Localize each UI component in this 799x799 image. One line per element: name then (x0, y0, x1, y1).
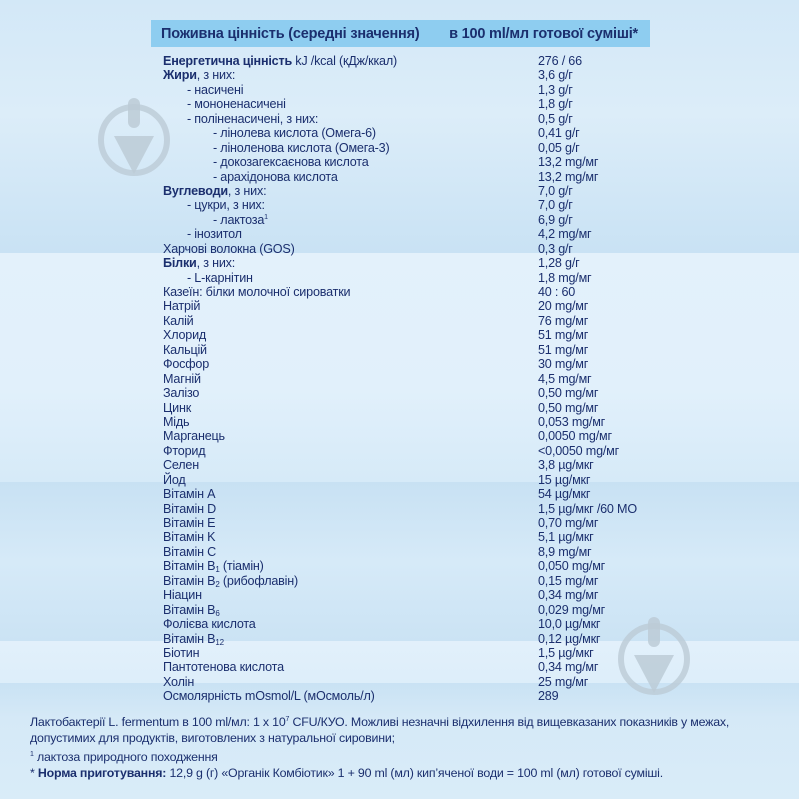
nutrient-label-text: Цинк (163, 400, 192, 415)
nutrient-value: 0,0050 mg/мг (538, 429, 612, 444)
nutrient-label (163, 458, 199, 472)
nutrient-label (163, 603, 220, 617)
nutrient-value: 3,6 g/г (538, 68, 573, 83)
nutrient-value: 7,0 g/г (538, 183, 573, 198)
nutrient-label-text: Вітамін C (163, 544, 217, 559)
nutrient-value: 4,2 mg/мг (538, 227, 592, 242)
footnote-prep-label: Норма приготування: (37, 765, 167, 780)
table-row (163, 372, 663, 386)
nutrient-label-text: - насичені (187, 82, 244, 97)
nutrient-label-text: Вітамін K (163, 530, 216, 545)
nutrient-label-text: Холін (163, 674, 195, 689)
header-per-serving: в 100 ml/мл готової суміші* (449, 25, 638, 42)
nutrient-value: 0,12 µg/мкг (538, 631, 601, 646)
nutrient-label (163, 401, 191, 415)
nutrient-label-text: Натрій (163, 299, 201, 314)
nutrient-label (163, 256, 235, 270)
nutrient-label-text: Залізо (163, 386, 200, 401)
nutrient-value: 10,0 µg/мкг (538, 617, 601, 632)
table-row (163, 97, 663, 111)
nutrient-value: 5,1 µg/мкг (538, 530, 594, 545)
nutrient-label (163, 487, 215, 501)
table-row (163, 632, 663, 646)
table-row (163, 357, 663, 371)
nutrient-label (163, 343, 207, 357)
nutrient-value: 0,029 mg/мг (538, 602, 606, 617)
nutrient-value: 13,2 mg/мг (538, 169, 599, 184)
nutrient-value: 1,28 g/г (538, 256, 580, 271)
nutrient-label (163, 545, 216, 559)
footnote-preparation (30, 766, 790, 782)
nutrient-value: 0,50 mg/мг (538, 386, 599, 401)
footnote-lactobacteria (30, 715, 790, 731)
nutrient-label-text: Пантотенова кислота (163, 660, 284, 675)
nutrient-label-text: Біотин (163, 645, 200, 660)
nutrient-label (163, 314, 194, 328)
table-row (163, 588, 663, 602)
header-title: Поживна цінність (середні значення) (161, 25, 420, 42)
nutrient-value: 0,70 mg/мг (538, 516, 599, 530)
nutrient-label (163, 198, 265, 212)
nutrient-label-text: Кальцій (163, 342, 207, 357)
table-row (163, 444, 663, 458)
nutrient-label-text: Вітамін A (163, 487, 216, 502)
nutrient-value: 1,3 g/г (538, 82, 573, 97)
nutrient-label-text: Ніацин (163, 588, 202, 603)
nutrient-label (163, 54, 397, 68)
nutrient-label (163, 386, 199, 400)
nutrient-label (163, 213, 268, 227)
nutrient-subscript: 1 (215, 565, 220, 575)
table-row (163, 170, 663, 184)
table-row (163, 646, 663, 660)
table-row (163, 256, 663, 270)
nutrient-label (163, 372, 201, 386)
table-row (163, 242, 663, 256)
nutrient-value: 1,5 µg/мкг (538, 645, 594, 660)
nutrient-subscript: 6 (215, 608, 220, 618)
footnote-star: * (30, 765, 38, 780)
table-row (163, 343, 663, 357)
nutrient-label (163, 660, 284, 674)
nutrient-label-text: Хлорид (163, 328, 207, 343)
footnote-mark: 1 (30, 751, 34, 758)
nutrient-value: 13,2 mg/мг (538, 155, 599, 170)
nutrient-label-text: Калій (163, 313, 194, 328)
table-row (163, 502, 663, 516)
nutrient-label-text: - докозагексаєнова кислота (213, 155, 369, 170)
nutrient-label (163, 689, 375, 703)
nutrient-value: 276 / 66 (538, 54, 582, 68)
nutrient-label (163, 155, 369, 169)
nutrient-label (163, 588, 202, 602)
nutrient-subscript: 12 (215, 637, 224, 647)
table-row (163, 458, 663, 472)
table-row (163, 198, 663, 212)
nutrient-value: 54 µg/мкг (538, 487, 591, 502)
nutrient-label-text: Казеїн: білки молочної сироватки (163, 285, 351, 299)
nutrient-label-text: - цукри, з них: (187, 198, 265, 213)
nutrient-label-bold: Жири (163, 68, 197, 83)
nutrient-value: 1,8 mg/мг (538, 270, 592, 285)
table-row (163, 227, 663, 241)
nutrient-value: 0,050 mg/мг (538, 559, 606, 574)
nutrient-label-text: - ліноленова кислота (Омега-3) (213, 140, 390, 155)
nutrient-label-text: - лактоза (213, 212, 265, 227)
nutrient-value: 25 mg/мг (538, 674, 589, 689)
nutrient-label (163, 97, 286, 111)
nutrient-label-bold: Білки (163, 256, 197, 271)
nutrient-label-text: Харчові волокна (GOS) (163, 241, 295, 256)
footnote-exponent: 7 (285, 716, 290, 723)
nutrient-label (163, 429, 225, 443)
table-row (163, 660, 663, 674)
nutrient-value: 40 : 60 (538, 285, 576, 299)
nutrient-label (163, 68, 235, 82)
nutrient-subscript: 2 (215, 579, 220, 589)
table-row (163, 574, 663, 588)
nutrient-label-text: Вітамін B (163, 573, 216, 588)
nutrient-label-text: , з них: (196, 256, 236, 271)
nutrient-value: 3,8 µg/мкг (538, 458, 594, 473)
nutrient-value: 0,053 mg/мг (538, 414, 606, 429)
nutrient-value: 0,15 mg/мг (538, 573, 599, 588)
footnote-line-2: допустимих для продуктів, виготовлених з натуральної сировини; (30, 730, 395, 745)
nutrient-value: 6,9 g/г (538, 212, 573, 227)
nutrient-label-text: - лінолева кислота (Омега-6) (213, 126, 376, 141)
nutrient-value: 20 mg/мг (538, 299, 589, 314)
table-row (163, 112, 663, 126)
nutrient-label (163, 415, 189, 429)
nutrient-value: <0,0050 mg/мг (538, 443, 620, 458)
table-row (163, 213, 663, 227)
nutrient-value: 0,50 mg/мг (538, 400, 599, 415)
nutrient-label (163, 530, 215, 544)
nutrient-label (163, 83, 243, 97)
nutrient-label-bold: Енергетична цінність (163, 54, 292, 68)
nutrient-label-text: - мононенасичені (187, 97, 286, 112)
nutrient-label (163, 170, 338, 184)
table-row (163, 675, 663, 689)
nutrient-value: 8,9 mg/мг (538, 544, 592, 559)
table-row (163, 271, 663, 285)
table-row (163, 299, 663, 313)
nutrient-label-text: - L-карнітин (187, 270, 253, 285)
nutrient-label-text: - інозитол (187, 227, 242, 242)
nutrient-value: 0,34 mg/мг (538, 660, 599, 675)
nutrient-footnote-mark: 1 (264, 213, 268, 221)
nutrient-label (163, 112, 318, 126)
nutrient-value: 0,34 mg/мг (538, 588, 599, 603)
footnote-prep-text: 12,9 g (г) «Органік Комбіотик» 1 + 90 ml (мл) кип’яченої води = 100 ml (мл) готової суміші. (166, 765, 663, 780)
nutrient-label-text: Фолієва кислота (163, 617, 256, 632)
nutrient-label-text: Мідь (163, 414, 190, 429)
nutrient-label (163, 227, 242, 241)
table-row (163, 141, 663, 155)
nutrient-label-text: Магній (163, 371, 201, 386)
table-row (163, 54, 663, 68)
nutrient-value: 30 mg/мг (538, 357, 589, 372)
nutrient-label-text: Селен (163, 458, 199, 473)
nutrient-label (163, 574, 298, 588)
nutrient-label-text: Осмолярність mOsmol/L (мОсмоль/л) (163, 689, 375, 704)
nutrient-value: 1,5 µg/мкг /60 МО (538, 501, 637, 516)
table-row (163, 530, 663, 544)
nutrient-label (163, 285, 350, 299)
nutrient-label (163, 242, 295, 256)
nutrient-label (163, 357, 209, 371)
nutrient-label-text: Фосфор (163, 357, 210, 372)
table-row (163, 328, 663, 342)
nutrient-value: 0,41 g/г (538, 126, 580, 141)
nutrient-label (163, 559, 264, 573)
nutrient-label (163, 516, 215, 530)
table-row (163, 401, 663, 415)
nutrient-label (163, 271, 253, 285)
nutrient-label-text: Фторид (163, 443, 206, 458)
nutrient-label (163, 299, 200, 313)
nutrient-label-text: - поліненасичені, з них: (187, 111, 319, 126)
table-row (163, 689, 663, 703)
nutrient-value: 7,0 g/г (538, 198, 573, 213)
nutrient-label-text: Вітамін B (163, 602, 216, 617)
table-row (163, 285, 663, 299)
nutrient-value: 51 mg/мг (538, 342, 589, 357)
table-row (163, 473, 663, 487)
table-row (163, 68, 663, 82)
nutrient-value: 4,5 mg/мг (538, 371, 592, 386)
table-row (163, 487, 663, 501)
nutrient-label (163, 632, 224, 646)
nutrient-label-text: - арахідонова кислота (213, 169, 338, 184)
nutrient-label (163, 675, 194, 689)
nutrient-label (163, 328, 206, 342)
nutrient-label-text: Вітамін D (163, 501, 217, 516)
table-row (163, 545, 663, 559)
table-row (163, 386, 663, 400)
nutrient-label (163, 141, 389, 155)
table-row (163, 516, 663, 530)
nutrient-label-text: kJ /kcal (кДж/ккал) (292, 54, 397, 68)
nutrient-label-text: Вітамін B (163, 631, 216, 646)
table-row (163, 415, 663, 429)
nutrient-value: 0,3 g/г (538, 241, 573, 256)
nutrient-label (163, 126, 376, 140)
table-row (163, 429, 663, 443)
nutrient-label-suffix: (рибофлавін) (219, 573, 299, 588)
nutrient-value: 0,05 g/г (538, 140, 580, 155)
nutrient-label-text: Вітамін E (163, 516, 216, 530)
nutrient-label-text: Вітамін B (163, 559, 216, 574)
table-row (163, 184, 663, 198)
nutrient-value: 0,5 g/г (538, 111, 573, 126)
nutrient-label-text: Марганець (163, 429, 225, 444)
nutrient-label (163, 444, 205, 458)
table-row (163, 314, 663, 328)
nutrient-label-text: , з них: (196, 68, 236, 83)
nutrient-label (163, 184, 266, 198)
nutrient-label (163, 473, 186, 487)
nutrient-value: 15 µg/мкг (538, 472, 591, 487)
nutrient-value: 289 (538, 689, 559, 704)
nutrient-label-text: Йод (163, 472, 186, 487)
nutrient-label-suffix: (тіамін) (219, 559, 264, 574)
nutrient-value: 51 mg/мг (538, 328, 589, 343)
table-row (163, 83, 663, 97)
nutrient-label (163, 617, 256, 631)
nutrient-label (163, 502, 216, 516)
footnote-lactose (30, 750, 790, 766)
nutrient-value: 1,8 g/г (538, 97, 573, 112)
nutrient-label (163, 646, 199, 660)
table-row (163, 126, 663, 140)
table-header (151, 20, 650, 47)
nutrient-label-bold: Вуглеводи (163, 183, 228, 198)
footnote-text: лактоза природного походження (33, 750, 218, 764)
footnotes (30, 715, 790, 781)
table-row (163, 155, 663, 169)
table-row (163, 617, 663, 631)
nutrition-table (163, 54, 663, 704)
table-row (163, 559, 663, 573)
footnote-text: Лактобактерії L. fermentum в 100 ml/мл: 1 x 10 (30, 715, 286, 729)
nutrient-label-text: , з них: (227, 183, 267, 198)
nutrient-value: 76 mg/мг (538, 313, 589, 328)
footnote-text: CFU/КУО. Можливі незначні відхилення від вищевказаних показників у межах, (289, 715, 730, 729)
table-row (163, 603, 663, 617)
